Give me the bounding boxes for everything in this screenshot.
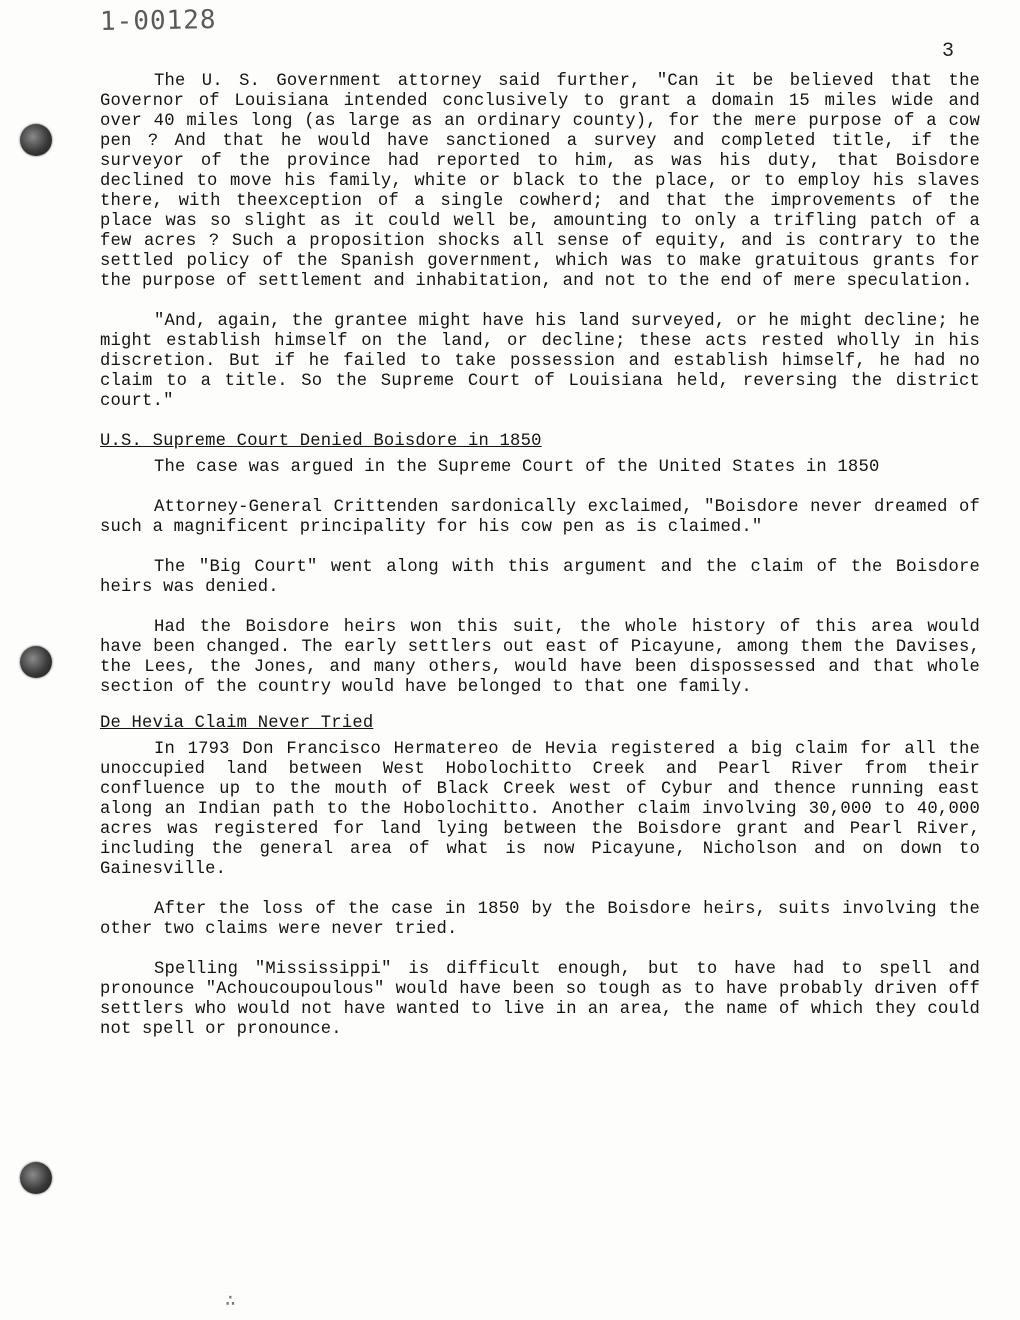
section-heading: De Hevia Claim Never Tried <box>100 714 374 733</box>
punch-hole-icon <box>20 646 52 678</box>
ink-smudge-icon: ∴ <box>225 1292 236 1312</box>
punch-hole-icon <box>20 1162 52 1194</box>
paragraph: The U. S. Government attorney said further, "Can it be believed that the Governor of Louisiana intended conclusively to grant a domain 15 miles wide and over 40 miles long (as large as an ordinary county), for the mere purpose of a cow pen ? And that he would have sanctioned a survey and completed title, if the surveyor of the province had reported to him, as was his duty, that Boisdore declined to move his family, white or black to the place, or to employ his slaves there, with theexception of a single cowherd; and that the improvements of the place was so slight as it could well be, amounting to only a trifling patch of a few acres ? Such a proposition shocks all sense of equity, and is contrary to the settled policy of the Spanish government, which was to make gratuitous grants for the purpose of settlement and inhabitation, and not to the end of mere speculation. <box>100 72 991 291</box>
section-heading: U.S. Supreme Court Denied Boisdore in 1850 <box>100 432 542 451</box>
document-body <box>100 72 991 1060</box>
page-number: 3 <box>942 40 955 63</box>
punch-hole-icon <box>20 124 52 156</box>
paragraph: Attorney-General Crittenden sardonically exclaimed, "Boisdore never dreamed of such a magnificent principality for his cow pen as is claimed." <box>100 498 991 537</box>
paragraph: The case was argued in the Supreme Court of the United States in 1850 <box>154 458 880 477</box>
document-id-stamp: 1-00128 <box>99 4 217 38</box>
paragraph: The "Big Court" went along with this argument and the claim of the Boisdore heirs was denied. <box>100 558 991 597</box>
paragraph: After the loss of the case in 1850 by the Boisdore heirs, suits involving the other two claims were never tried. <box>100 900 991 939</box>
paragraph: In 1793 Don Francisco Hermatereo de Hevia registered a big claim for all the unoccupied land between West Hobolochitto Creek and Pearl River from their confluence up to the mouth of Black Creek west of Cybur and thence running east along an Indian path to the Hobolochitto. Another claim involving 30,000 to 40,000 acres was registered for land lying between the Boisdore grant and Pearl River, including the general area of what is now Picayune, Nicholson and on down to Gainesville. <box>100 740 991 879</box>
paragraph: Spelling "Mississippi" is difficult enough, but to have had to spell and pronounce "Achoucoupoulous" would have been so tough as to have probably driven off settlers who would not have wanted to live in an area, the name of which they could not spell or pronounce. <box>100 960 991 1039</box>
paragraph: "And, again, the grantee might have his land surveyed, or he might decline; he might establish himself on the land, or decline; these acts rested wholly in his discretion. But if he failed to take possession and establish himself, he had no claim to a title. So the Supreme Court of Louisiana held, reversing the district court." <box>100 312 991 411</box>
paragraph: Had the Boisdore heirs won this suit, the whole history of this area would have been changed. The early settlers out east of Picayune, among them the Davises, the Lees, the Jones, and many others, would have been dispossessed and that whole section of the country would have belonged to that one family. <box>100 618 991 697</box>
